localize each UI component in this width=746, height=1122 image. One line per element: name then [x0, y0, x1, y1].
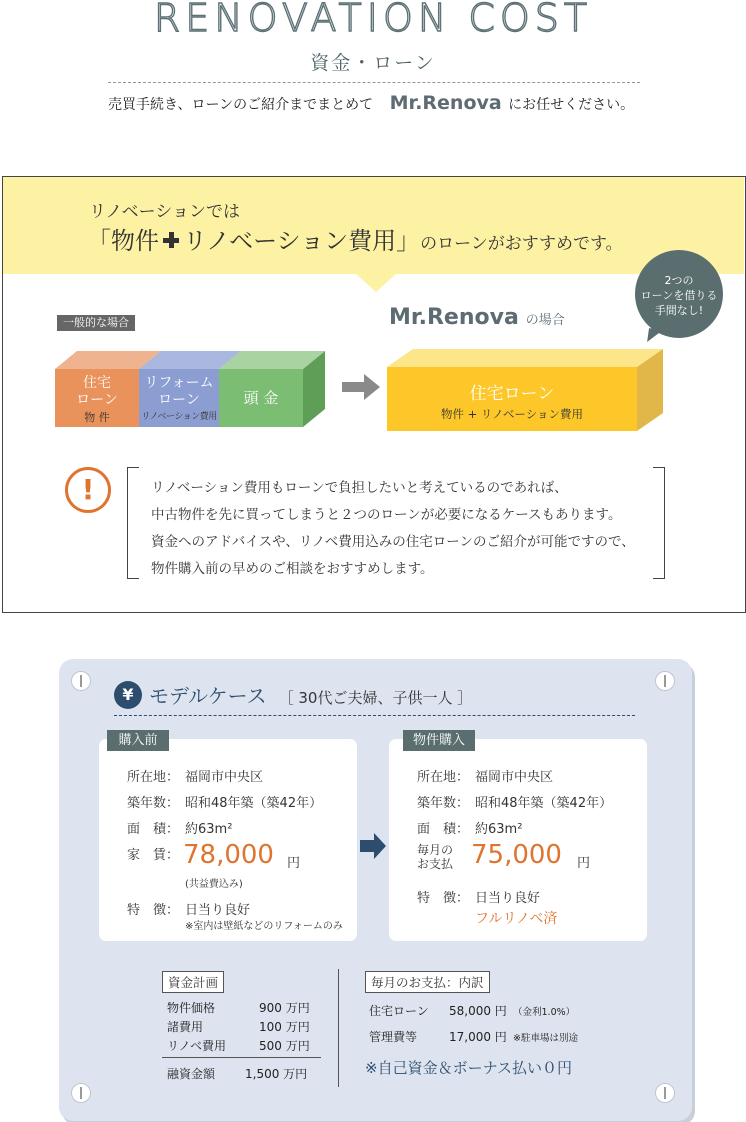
funding-plan-title: [162, 971, 224, 993]
before-tag: 購入前: [107, 730, 169, 751]
plan-label: 諸費用: [167, 1020, 204, 1034]
row-value: 日当り良好: [475, 891, 541, 906]
after-feature-row: [417, 887, 540, 906]
pin-icon: [655, 1083, 675, 1103]
lead-text: 売買手続き、ローンのご紹介までまとめて: [108, 97, 374, 113]
recommend-banner: [3, 177, 744, 274]
warning-line: リノベーション費用もローンで負担したいと考えているのであれば、: [151, 480, 568, 496]
row-value: 昭和48年築（築42年）: [185, 796, 323, 811]
row-label: 特 徴：: [127, 903, 180, 918]
column-divider: [338, 969, 339, 1087]
row-label: 面 積：: [127, 822, 180, 837]
after-area-row: [417, 818, 522, 837]
banner-line2-open: 「物件: [87, 227, 159, 255]
monthly-row: [369, 999, 578, 1025]
after-tag: 物件購入: [403, 730, 475, 751]
plan-label: 物件価格: [167, 1001, 216, 1015]
model-case-title-text: モデルケース: [149, 684, 267, 708]
pin-icon: [655, 671, 675, 691]
monthly-title-label: 毎月のお支払：内訳: [365, 971, 490, 993]
block-housing-loan-label: [55, 375, 139, 426]
row-value: 約63m²: [475, 822, 523, 837]
before-purchase-card: [99, 733, 357, 941]
before-feature-note: ※室内は壁紙などのリフォームのみ: [185, 921, 343, 932]
monthly-title: [365, 971, 490, 993]
lead-text-tail: にお任せください。: [508, 97, 635, 113]
monthly-value: 58,000 円: [449, 1004, 507, 1018]
bubble-line: ローンを借りる: [640, 289, 718, 302]
row-value: 福岡市中央区: [185, 770, 264, 785]
plan-title-label: 資金計画: [162, 971, 224, 993]
bracket-right: [653, 467, 665, 579]
warning-text: [151, 475, 635, 583]
plan-label: リノベ費用: [167, 1039, 227, 1053]
before-rent-value: 78,000: [183, 840, 274, 870]
row-value: 福岡市中央区: [475, 770, 554, 785]
plan-row: [167, 999, 310, 1018]
before-age-row: [127, 792, 322, 811]
row-value: 約63m²: [185, 822, 233, 837]
warning-line: 中古物件を先に買ってしまうと２つのローンが必要になるケースもあります。: [151, 507, 622, 523]
row-label: 所在地：: [127, 770, 180, 785]
block-down-payment-label: 頭 金: [243, 389, 279, 407]
after-pay-unit: 円: [577, 856, 591, 871]
before-rent-note: (共益費込み): [185, 879, 243, 890]
model-case-panel: [59, 659, 692, 1121]
renova-case-heading: [389, 305, 565, 330]
plan-value: 100 万円: [259, 1020, 310, 1034]
row-label: 所在地：: [417, 770, 470, 785]
plan-total-label: 融資金額: [167, 1067, 216, 1081]
after-feature-2: フルリノベ済: [475, 911, 558, 927]
speech-bubble: [635, 250, 723, 338]
bracket-left: [127, 467, 139, 579]
banner-line2-tail: のローンがおすすめです。: [420, 234, 623, 254]
before-area-row: [127, 818, 232, 837]
before-location-row: [127, 766, 263, 785]
header-lead: [108, 92, 634, 114]
before-rent-label: 家 賃：: [127, 848, 180, 863]
model-case-title: [149, 680, 472, 709]
page-subtitle: 資金・ローン: [310, 52, 436, 74]
plan-value: 500 万円: [259, 1039, 310, 1053]
banner-line1: リノベーションでは: [89, 202, 240, 222]
pin-icon: [71, 1083, 91, 1103]
before-feature-row: [127, 899, 250, 918]
self-funding-note: ※自己資金＆ボーナス払い０円: [365, 1059, 572, 1077]
renova-case-suffix: の場合: [525, 313, 565, 328]
block-sub: 物 件: [84, 411, 110, 424]
model-case-subtitle: ［ 30代ご夫婦、子供一人 ］: [278, 689, 473, 707]
monthly-row: [369, 1025, 578, 1051]
pay-label-line: 毎月の: [417, 843, 454, 857]
page-title: RENOVATION COST: [153, 0, 593, 40]
monthly-label: 住宅ローン: [369, 1004, 429, 1018]
pin-icon: [71, 671, 91, 691]
bubble-line: 2つの: [664, 274, 694, 287]
after-purchase-card: [389, 733, 647, 941]
warning-line: 資金へのアドバイスや、リノベ費用込みの住宅ローンのご紹介が可能ですので、: [151, 534, 635, 550]
before-rent-unit: 円: [287, 856, 301, 871]
row-label: 特 徴：: [417, 891, 470, 906]
row-label: 築年数：: [127, 796, 180, 811]
renova-loan-sub: 物件 + リノベーション費用: [440, 407, 584, 421]
block-sub: リノベーション費用: [141, 412, 217, 422]
row-label: 築年数：: [417, 796, 470, 811]
arrow-right-icon: [360, 833, 386, 859]
banner-pointer: [356, 274, 396, 292]
exclamation-icon: !: [65, 467, 111, 513]
block-title: リフォーム ローン: [144, 375, 214, 408]
plan-row: [167, 1018, 310, 1037]
logo: Mr.Renova: [389, 92, 502, 114]
monthly-value: 17,000 円: [449, 1030, 507, 1044]
monthly-table: [369, 999, 578, 1051]
row-value: 昭和48年築（築42年）: [475, 796, 613, 811]
plan-total-value: 1,500 万円: [245, 1067, 308, 1081]
header-divider: [108, 82, 640, 83]
monthly-note: ※駐車場は別途: [513, 1033, 578, 1044]
plan-value: 900 万円: [259, 1001, 310, 1015]
model-case-divider: [114, 715, 635, 716]
monthly-label: 管理費等: [369, 1030, 418, 1044]
block-reform-loan-label: [139, 375, 219, 426]
plan-divider: [162, 1057, 321, 1058]
plan-row: [167, 1037, 310, 1056]
monthly-note: （金利1.0%）: [513, 1007, 576, 1018]
loan-recommendation-panel: [2, 176, 746, 613]
after-pay-value: 75,000: [471, 840, 562, 870]
bubble-line: 手間なし!: [654, 304, 704, 317]
plus-icon: [163, 232, 179, 248]
row-value: 日当り良好: [185, 903, 251, 918]
warning-line: 物件購入前の早めのご相談をおすすめします。: [151, 561, 434, 577]
general-case-tag: 一般的な場合: [57, 315, 135, 331]
renova-loan-face: [387, 367, 637, 431]
block-title: 住宅 ローン: [76, 375, 118, 408]
plan-total-row: [167, 1065, 307, 1082]
pay-label-line: お支払: [417, 857, 454, 871]
renova-loan-title: 住宅ローン: [469, 384, 555, 404]
row-label: 面 積：: [417, 822, 470, 837]
logo: Mr.Renova: [389, 305, 519, 330]
arrow-right-icon: [342, 374, 380, 400]
yen-icon: ¥: [114, 681, 142, 709]
after-age-row: [417, 792, 612, 811]
funding-plan-table: [167, 999, 310, 1056]
banner-line2-mid: リノベーション費用」: [183, 227, 421, 255]
after-pay-label: [417, 843, 453, 871]
banner-line2: [87, 221, 623, 256]
after-location-row: [417, 766, 553, 785]
